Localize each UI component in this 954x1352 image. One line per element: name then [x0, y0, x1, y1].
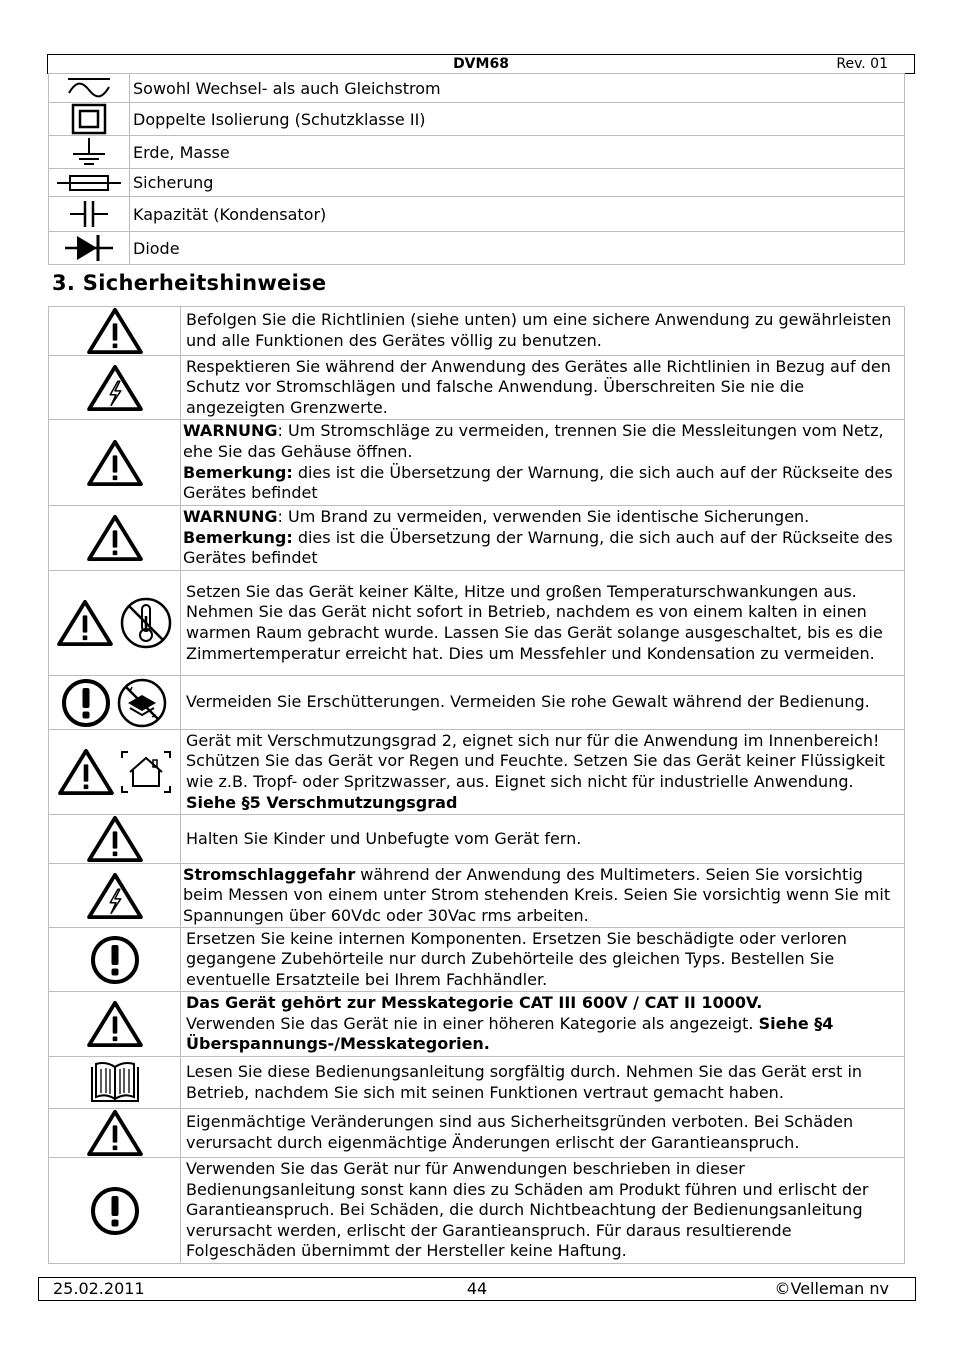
- table-row: [49, 992, 905, 1057]
- table-row: [49, 1109, 905, 1158]
- table-row: [49, 74, 905, 103]
- table-row: [49, 676, 905, 730]
- safety-text: während der Anwendung des Multimeters. Seien Sie vorsichtig beim Messen von einem unter Strom stehenden Kreis. Seien Sie vorsichtig wenn Sie mit Spannungen über 60Vdc oder 30Vac rms arbeiten.: [183, 864, 891, 925]
- table-row: [49, 815, 905, 864]
- safety-text: : Um Stromschläge zu vermeiden, trennen Sie die Messleitungen vom Netz, ehe Sie das Gehäuse öffnen.: [183, 421, 884, 461]
- table-row: [49, 232, 905, 265]
- table-row: [49, 356, 905, 420]
- capacitor-icon: [69, 199, 109, 229]
- indoor-use-icon: [120, 750, 172, 794]
- safety-text: Lesen Sie diese Bedienungsanleitung sorgfältig durch. Nehmen Sie das Gerät erst in Betrieb, nachdem Sie sich mit seinen Funktionen vertraut gemacht haben.: [186, 1061, 863, 1102]
- page-number: 44: [466, 1279, 488, 1298]
- table-row: [49, 136, 905, 169]
- attention-icon: [90, 935, 140, 985]
- safety-text: : Um Brand zu vermeiden, verwenden Sie identische Sicherungen.: [277, 507, 810, 527]
- attention-icon: [61, 678, 111, 728]
- footer-date: 25.02.2011: [53, 1279, 145, 1298]
- warning-icon: [56, 599, 114, 647]
- safety-text: dies ist die Übersetzung der Warnung, die sich auch auf der Rückseite des Gerätes befindet: [183, 527, 893, 568]
- double-insulation-icon: [71, 103, 107, 135]
- table-row: [49, 1057, 905, 1109]
- symbol-label: Doppelte Isolierung (Schutzklasse II): [130, 103, 905, 136]
- doc-id: DVM68: [453, 56, 509, 72]
- electric-shock-icon: [86, 872, 144, 920]
- symbol-label: Erde, Masse: [130, 136, 905, 169]
- table-row: [49, 420, 905, 506]
- manual-book-icon: [89, 1061, 141, 1105]
- note-label: Bemerkung:: [183, 462, 293, 482]
- symbol-table: [48, 73, 905, 265]
- warning-label: WARNUNG: [183, 421, 278, 441]
- safety-text: Respektieren Sie während der Anwendung des Gerätes alle Richtlinien in Bezug auf den Schutz vor Stromschlägen und falsche Anwendung. Überschreiten Sie nie die angezeigten Grenzwerte.: [186, 356, 891, 417]
- warning-icon: [86, 439, 144, 487]
- safety-text: Verwenden Sie das Gerät nie in einer höheren Kategorie als angezeigt.: [186, 1013, 759, 1033]
- table-row: [49, 103, 905, 136]
- safety-text: Vermeiden Sie Erschütterungen. Vermeiden Sie rohe Gewalt während der Bedienung.: [186, 692, 870, 712]
- warning-icon: [86, 514, 144, 562]
- symbol-label: Kapazität (Kondensator): [130, 197, 905, 232]
- safety-text: Befolgen Sie die Richtlinien (siehe unten) um eine sichere Anwendung zu gewährleisten und alle Funktionen des Gerätes völlig zu benutzen.: [186, 310, 892, 350]
- warning-icon: [57, 748, 115, 796]
- ground-icon: [69, 137, 109, 167]
- table-row: [49, 571, 905, 676]
- safety-text: Eigenmächtige Veränderungen sind aus Sicherheitsgründen verboten. Bei Schäden verursacht durch eigenmächtige Änderungen erlischt der Garantieanspruch.: [186, 1112, 854, 1152]
- table-row: [49, 506, 905, 571]
- symbol-label: Sicherung: [130, 169, 905, 197]
- reference-label: Siehe §5 Verschmutzungsgrad: [186, 792, 458, 812]
- warning-icon: [86, 1000, 144, 1048]
- section-title: 3. Sicherheitshinweise: [52, 271, 327, 295]
- table-row: [49, 169, 905, 197]
- symbol-label: Diode: [130, 232, 905, 265]
- warning-icon: [86, 815, 144, 863]
- safety-table: [48, 306, 905, 1264]
- diode-icon: [64, 233, 114, 263]
- symbol-label: Sowohl Wechsel- als auch Gleichstrom: [130, 74, 905, 103]
- electric-shock-icon: [86, 364, 144, 412]
- danger-label: Stromschlaggefahr: [183, 864, 356, 884]
- safety-text: Halten Sie Kinder und Unbefugte vom Gerät fern.: [186, 828, 582, 848]
- safety-text: Setzen Sie das Gerät keiner Kälte, Hitze und großen Temperaturschwankungen aus. Nehmen Sie das Gerät nicht sofort in Betrieb, nachdem es von einem kalten in einen warmen Raum gebracht wurde. Lassen Sie das Gerät solange ausgeschaltet, bis es die Zimmertemperatur erreicht hat. Dies um Messfehler und Kondensation zu vermeiden.: [186, 581, 883, 663]
- warning-label: WARNUNG: [183, 507, 278, 527]
- fuse-icon: [56, 173, 122, 193]
- category-label: Das Gerät gehört zur Messkategorie CAT III 600V / CAT II 1000V.: [186, 993, 763, 1013]
- no-temperature-change-icon: [119, 596, 173, 650]
- warning-icon: [86, 1109, 144, 1157]
- table-row: [49, 1158, 905, 1264]
- safety-text: Verwenden Sie das Gerät nur für Anwendungen beschrieben in dieser Bedienungsanleitung sonst kann dies zu Schäden am Produkt führen und erlischt der Garantieanspruch. Bei Schäden, die durch Nichtbeachtung der Bedienungsanleitung verursacht werden, erlischt der Garantieanspruch. Für daraus resultierende Folgeschäden übernimmt der Hersteller keine Haftung.: [186, 1159, 869, 1261]
- page-footer: [38, 1277, 916, 1301]
- reference-label: Siehe §4 Überspannungs-/Messkategorien.: [186, 1013, 834, 1054]
- table-row: [49, 197, 905, 232]
- safety-text: dies ist die Übersetzung der Warnung, die sich auch auf der Rückseite des Gerätes befindet: [183, 462, 893, 503]
- safety-text: Ersetzen Sie keine internen Komponenten. Ersetzen Sie beschädigte oder verloren gegangene Zubehörteile nur durch Zubehörteile des gleichen Typs. Bestellen Sie eventuelle Ersatzteile bei Ihrem Fachhändler.: [186, 928, 847, 989]
- table-row: [49, 928, 905, 992]
- table-row: [49, 864, 905, 928]
- table-row: [49, 307, 905, 356]
- page-header: [47, 54, 915, 74]
- ac-dc-icon: [66, 76, 112, 100]
- warning-icon: [86, 307, 144, 355]
- no-shock-impact-icon: [116, 677, 168, 729]
- footer-copyright: ©Velleman nv: [774, 1279, 889, 1298]
- attention-icon: [90, 1186, 140, 1236]
- note-label: Bemerkung:: [183, 527, 293, 547]
- safety-text: Gerät mit Verschmutzungsgrad 2, eignet sich nur für die Anwendung im Innenbereich! Schützen Sie das Gerät vor Regen und Feuchte. Setzen Sie das Gerät keiner Flüssigkeit wie z.B. Tropf- oder Spritzwasser, aus. Eignet sich nicht für industrielle Anwendung.: [186, 730, 885, 791]
- table-row: [49, 730, 905, 815]
- revision: Rev. 01: [836, 56, 888, 72]
